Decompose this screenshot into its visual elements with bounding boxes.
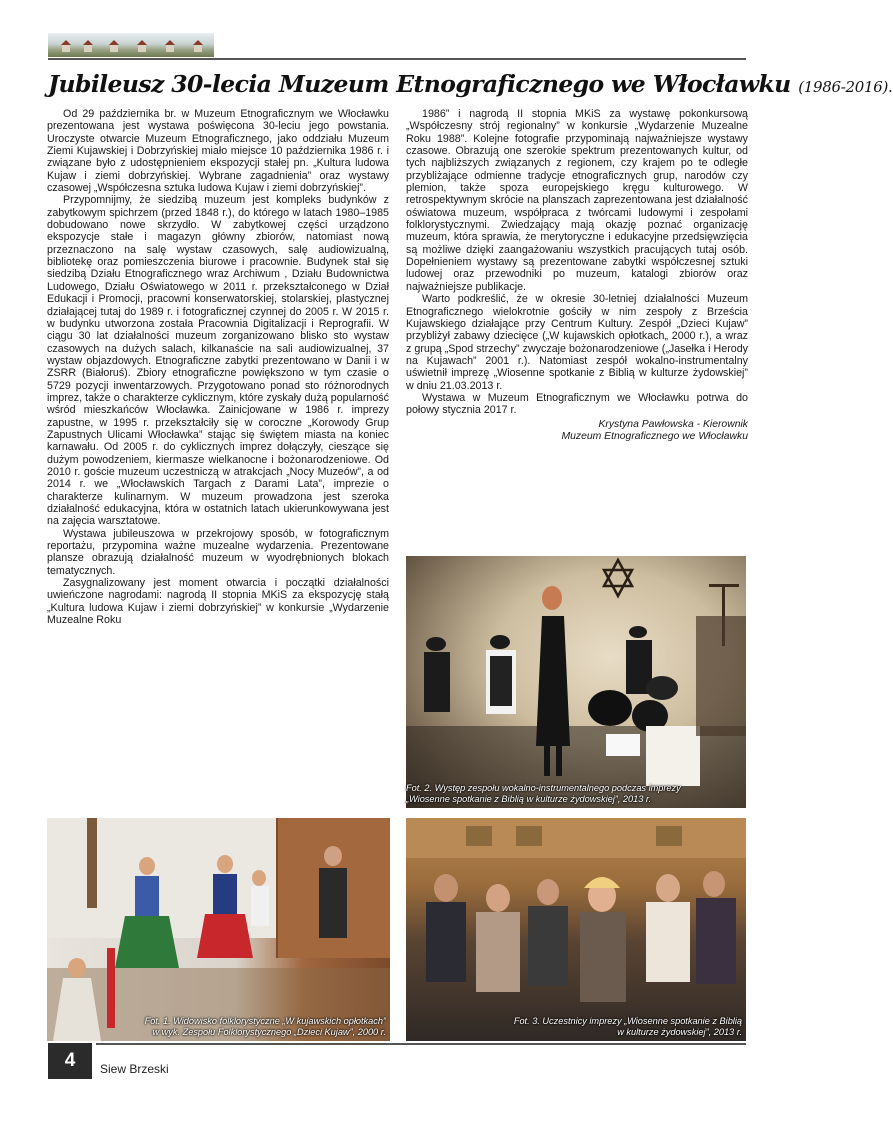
photo-band-performance <box>406 556 746 808</box>
photo-audience <box>406 818 746 1041</box>
paragraph: Warto podkreślić, że w okresie 30-letniej działalności Muzeum Etnograficznego wielokrotnie gościły w nim zespoły z Brześcia Kujawskiego działające przy Centrum Kultury. Zespół „Dzieci Kujaw” przybliżył zabawy dziecięce („W kujawskich opłotkach„ 2000 r.), a wraz z grupą „Spod strzechy” zwyczaje bożonarodzeniowe („Jasełka i Herody na Kujawach” 2001 r.). Natomiast zespół wokalno-instrumentalny uświetnił imprezę „Wiosenne spotkanie z Biblią w kulturze żydowskiej” w dniu 21.03.2013 r. <box>406 293 748 392</box>
audience-illustration <box>406 818 746 1041</box>
title-years: (1986-2016). <box>798 78 893 96</box>
header-rule <box>48 58 746 60</box>
paragraph: Od 29 października br. w Muzeum Etnograficznym we Włocławku prezentowana jest wystawa poświęcona 30-leciu jego powstania. Uroczyste otwarcie Muzeum Etnograficznego, jako oddziału Muzeum Ziemi Kujawskiej i Dobrzyńskiej miało miejsce 10 października 1986 r. i związane było z udostępnieniem ekspozycji stałej pn. „Kultura ludowa Kujaw i ziemi dobrzyńskiej. Wybrane zagadnienia” oraz wystawy czasowej „Współczesna sztuka ludowa Kujaw i ziemi dobrzyńskiej”. <box>47 108 389 195</box>
caption-line: w wyk. Zespołu Folklorystycznego „Dzieci Kujaw”, 2000 r. <box>152 1027 386 1037</box>
caption-line: Fot. 3. Uczestnicy imprezy „Wiosenne spotkanie z Biblią <box>513 1016 742 1026</box>
publication-name: Siew Brzeski <box>100 1062 169 1076</box>
photo-folk-dance <box>47 818 390 1041</box>
band-scene-illustration <box>406 556 746 808</box>
folk-dance-illustration <box>47 818 390 1041</box>
photo-caption <box>406 783 746 805</box>
author-institution: Muzeum Etnograficznego we Włocławku <box>561 431 748 443</box>
caption-line: Fot. 2. Występ zespołu wokalno-instrumentalnego podczas imprezy <box>406 783 681 793</box>
paragraph: Zasygnalizowany jest moment otwarcia i początki działalności uwieńczone nagrodami: nagrodą II stopnia MKiS za ekspozycję stałą „Kultura ludowa Kujaw i ziemi dobrzyńskiej” w konkursie „Wydarzenie Muzealne Roku <box>47 577 389 627</box>
paragraph: Wystawa w Muzeum Etnograficznym we Włocławku potrwa do połowy stycznia 2017 r. <box>406 391 748 417</box>
caption-line: „Wiosenne spotkanie z Biblią w kulturze żydowskiej”, 2013 r. <box>406 794 652 804</box>
photo-caption <box>406 1016 742 1038</box>
paragraph: Przypomnijmy, że siedzibą muzeum jest kompleks budynków z zabytkowym spichrzem (przed 1848 r.), do którego w latach 1980–1985 dobudowano nowe skrzydło. W zabytkowej części urządzono ekspozycje stałe i magazyn główny zbiorów, natomiast nową przeznaczono na salę wystaw czasowych, salę audiowizualną, bibliotekę oraz pomieszczenia biurowe i pracownie. Budynek stał się siedzibą Działu Etnograficznego wraz Archiwum , Działu Budownictwa Ludowego, Działu Oświatowego w 2011 r. przekształconego w Dział Edukacji i Promocji, pracowni konserwatorskiej, stolarskiej, plastycznej działającej tutaj do 1989 r. i fotograficznej czynnej do 2005 r. W 2015 r. w budynku utworzona została Pracownia Digitalizacji i Reprografii. W ciągu 30 lat działalności muzeum zorganizowano blisko sto wystaw czasowych na dużych salach, kilkanaście na sali audiowizualnej, 37 wystaw objazdowych. Etnograficzne zabytki prezentowano w Danii i w ZSRR (Białoruś). Zbiory etnograficzne powiększono w tym czasie o 5729 pozycji inwentarzowych. Przygotowano ponad sto różnorodnych imprez, także o charakterze cyklicznym, które zyskały dużą popularność wśród mieszkańców Włocławka. Zainicjowane w 1986 r. imprezy zapustne, w 1995 r. przekształciły się w coroczne „Korowody Grup Zapustnych Ulicami Włocławka” stając się świętem miasta na koniec karnawału. Od 2005 r. do cyklicznych imprez dołączyły, cieszące się dużym powodzeniem, kiermasze wielkanocne i bożonarodzeniowe. Od 2010 r. goście muzeum uczestniczą w atrakcjach „Nocy Muzeów”, a od 2014 r. we „Włocławskich Targach z Darami Lata”, imprezie o charakterze kulinarnym. W muzeum prowadzona jest szeroka działalność edukacyjna, która w ostatnich latach ukierunkowywana jest na zajęcia warsztatowe. <box>47 194 389 528</box>
article-title <box>48 70 893 104</box>
paragraph: Wystawa jubileuszowa w przekrojowy sposób, w fotograficznym reportażu, przypomina ważne muzealne wydarzenia. Prezentowane plansze obrazują działalność muzeum w wyodrębnionych blokach tematycznych. <box>47 527 389 577</box>
page-number: 4 <box>48 1043 92 1079</box>
header-village-photo <box>48 33 214 57</box>
text-column-right <box>406 108 748 444</box>
text-column-left <box>47 108 389 626</box>
photo-caption <box>47 1016 386 1038</box>
caption-line: w kulturze żydowskiej”, 2013 r. <box>617 1027 742 1037</box>
paragraph: 1986” i nagrodą II stopnia MKiS za wystawę pokonkursową „Współczesny strój regionalny” w konkursie „Wydarzenie Muzealne Roku 1988”. Kolejne fotografie przypominają najważniejsze wystawy czasowe. Obrazują one szerokie spektrum prezentowanych kultur, od tych najbliższych związanych z regionem, czy krajem po te odległe przybliżające odmienne tradycje etnograficznych grup, narodów czy plemion, także spoza europejskiego kręgu kulturowego. W retrospektywnym skrócie na planszach zaprezentowana jest działalność oświatowa muzeum, współpraca z twórcami ludowymi i zespołami folklorystycznymi. Zwiedzający mają okazję poznać organizację muzeum, która sprawia, że merytoryczne i edukacyjne przedsięwzięcia są możliwe dzięki zaangażowaniu wszystkich pracujących tutaj osób. Dopełnieniem wystawy są prezentowane zabytki współczesnej sztuki ludowej oraz przewodniki po muzeum, katalogi zbiorów oraz najważniejsze publikacje. <box>406 108 748 293</box>
title-main: Jubileusz 30-lecia Muzeum Etnograficznego we Włocławku <box>48 70 791 98</box>
author-name: Krystyna Pawłowska - Kierownik <box>598 418 748 430</box>
caption-line: Fot. 1. Widowisko folklorystyczne „W kujawskich opłotkach” <box>144 1016 386 1026</box>
footer-rule <box>96 1043 746 1045</box>
author-signature <box>406 419 748 444</box>
